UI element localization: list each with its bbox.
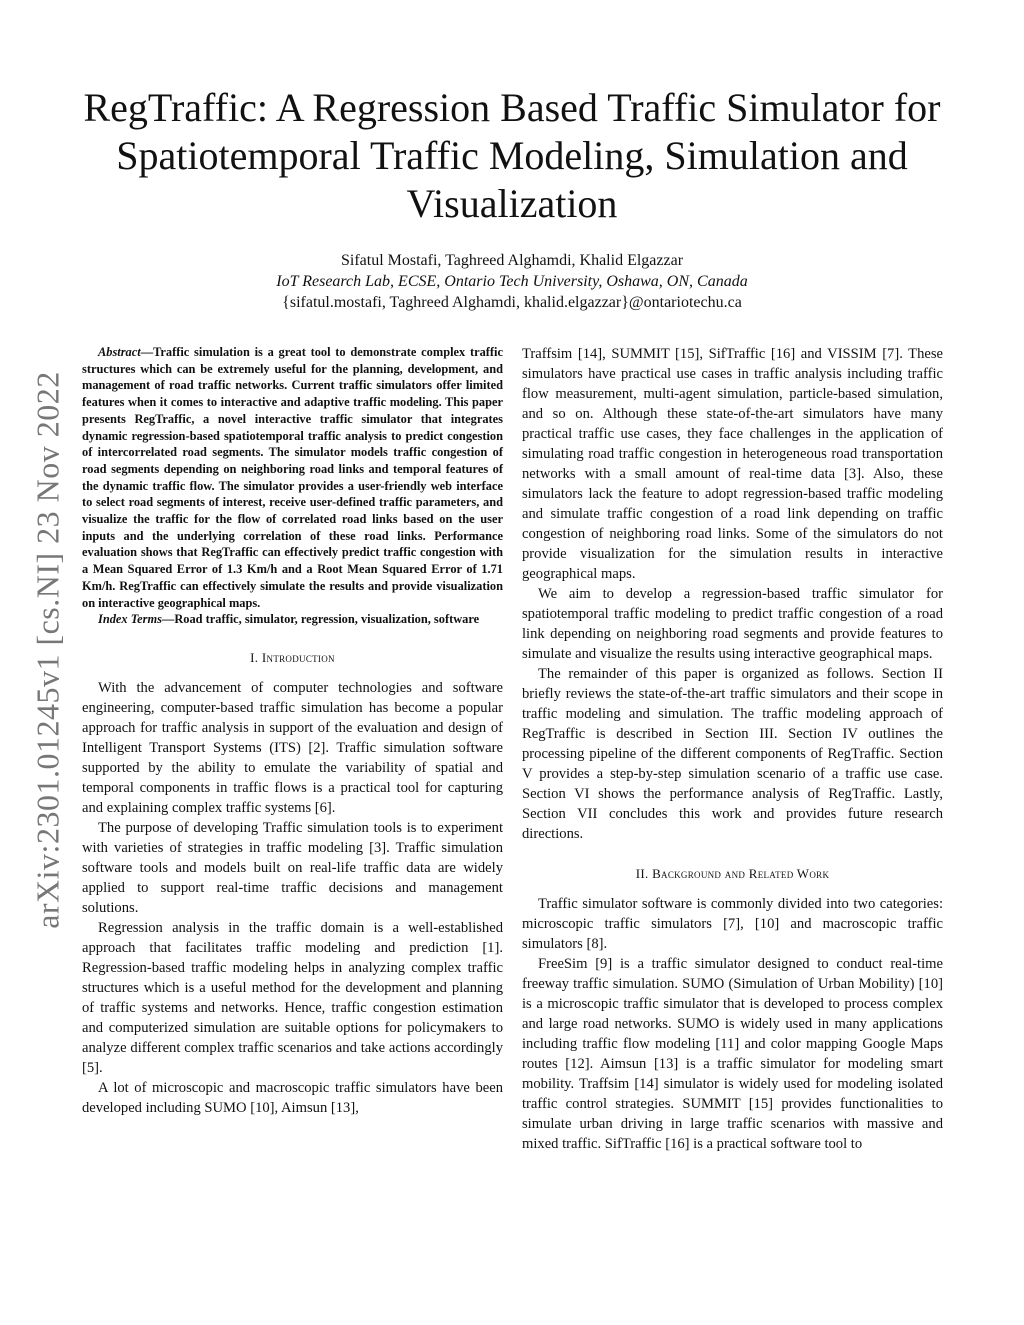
index-terms (82, 611, 503, 628)
section-heading-introduction: I. Introduction (250, 649, 335, 665)
paper-title: RegTraffic: A Regression Based Traffic Simulator for Spatiotemporal Traffic Modeling, Simulation and Visualization (83, 85, 941, 226)
abstract (82, 344, 503, 611)
intro-paragraph-1: With the advancement of computer technologies and software engineering, computer-based traffic simulation has become a popular approach for traffic analysis in support of the evaluation and design of Intelligent Transport Systems (ITS) [2]. Traffic simulation software supported by the ability to emulate the variability of spatial and temporal components in traffic flows is a practical tool for capturing and explaining complex traffic systems [6]. (82, 679, 503, 816)
author-emails: {sifatul.mostafi, Taghreed Alghamdi, khalid.elgazzar}@ontariotechu.ca (282, 294, 742, 311)
abstract-text: —Traffic simulation is a great tool to demonstrate complex traffic structures which can be extremely useful for the planning, development, and management of road traffic networks. Current traffic simulators offer limited features when it comes to interactive and adaptive traffic modeling. This paper presents RegTraffic, a novel interactive traffic simulator that integrates dynamic regression-based spatiotemporal traffic analysis to predict congestion of intercorrelated road segments. The simulator models traffic congestion of road segments depending on neighboring road links and temporal features of the dynamic traffic flow. The simulator provides a user-friendly web interface to select road segments of interest, receive user-defined traffic parameters, and visualize the traffic for the flow of correlated road links based on the user inputs and the underlying correlation of these road links. Performance evaluation shows that RegTraffic can effectively predict traffic congestion with a Mean Squared Error of 1.3 Km/h and a Root Mean Squared Error of 1.71 Km/h. RegTraffic can effectively simulate the results and provide visualization on interactive geographical maps. (82, 345, 503, 610)
right-column (522, 344, 943, 1154)
author-block (82, 250, 942, 313)
intro-paragraph-5: Traffsim [14], SUMMIT [15], SifTraffic [16] and VISSIM [7]. These simulators have practical use cases in traffic analysis including traffic flow measurement, multi-agent simulation, particle-based simulation, and so on. Although these state-of-the-art simulators have many practical traffic use cases, they face challenges in the application of simulating road traffic congestion in heterogeneous road transportation networks with a small amount of real-time data [3]. Also, these simulators lack the feature to adopt regression-based traffic modeling and simulate traffic congestion of a road link depending on traffic congestion of neighboring road links. Some of the simulators do not provide visualization for the simulation results in interactive geographical maps. (522, 346, 943, 582)
section-heading-background: II. Background and Related Work (635, 866, 830, 881)
left-column (82, 344, 503, 1118)
intro-paragraph-6: We aim to develop a regression-based traffic simulator for spatiotemporal traffic modeling to predict traffic congestion of a road link depending on neighboring road segments and provide features to simulate and visualize the results using interactive geographical maps. (522, 586, 943, 662)
index-terms-text: —Road traffic, simulator, regression, visualization, software (161, 612, 480, 627)
author-affiliation: IoT Research Lab, ECSE, Ontario Tech University, Oshawa, ON, Canada (276, 273, 748, 290)
intro-paragraph-3: Regression analysis in the traffic domain is a well-established approach that facilitates traffic modeling and prediction [1]. Regression-based traffic modeling helps in analyzing complex traffic structures which is a useful method for the development and planning of traffic systems and networks. Hence, traffic congestion estimation and computerized simulation are suitable options for policymakers to analyze different complex traffic scenarios and take actions accordingly [5]. (82, 919, 503, 1076)
background-paragraph-1: Traffic simulator software is commonly divided into two categories: microscopic traffic simulators [7], [10] and macroscopic traffic simulators [8]. (522, 896, 943, 952)
author-names: Sifatul Mostafi, Taghreed Alghamdi, Khalid Elgazzar (340, 252, 684, 269)
intro-paragraph-2: The purpose of developing Traffic simulation tools is to experiment with varieties of strategies in traffic modeling [3]. Traffic simulation software tools and models built on real-life traffic data are widely applied to support real-time traffic decisions and management solutions. (82, 819, 503, 916)
arxiv-stamp-text: arXiv:2301.01245v1 [cs.NI] 23 Nov 2022 (29, 371, 66, 929)
intro-paragraph-4: A lot of microscopic and macroscopic traffic simulators have been developed including SUMO [10], Aimsun [13], (82, 1079, 503, 1116)
arxiv-stamp (28, 350, 68, 950)
background-paragraph-2: FreeSim [9] is a traffic simulator designed to conduct real-time freeway traffic simulation. SUMO (Simulation of Urban Mobility) [10] is a microscopic traffic simulator that is developed to process complex and large road networks. SUMO is widely used in many applications including traffic flow modeling [11] and color mapping Google Maps routes [12]. Aimsun [13] is a traffic simulator for modeling smart mobility. Traffsim [14] simulator is widely used for modeling isolated traffic control strategies. SUMMIT [15] provides functionalities to simulate urban driving in large traffic scenarios with massive and mixed traffic. SifTraffic [16] is a practical software tool to (522, 956, 943, 1152)
index-terms-label: Index Terms (98, 612, 162, 627)
intro-paragraph-7: The remainder of this paper is organized as follows. Section II briefly reviews the state-of-the-art traffic simulators and their scope in traffic modeling and simulation. The traffic modeling approach of RegTraffic is described in Section III. Section IV outlines the processing pipeline of the different components of RegTraffic. Section V provides a step-by-step simulation scenario of a traffic use case. Section VI shows the performance analysis of RegTraffic. Lastly, Section VII concludes this work and provides future research directions. (522, 666, 943, 842)
abstract-label: Abstract (98, 345, 141, 359)
